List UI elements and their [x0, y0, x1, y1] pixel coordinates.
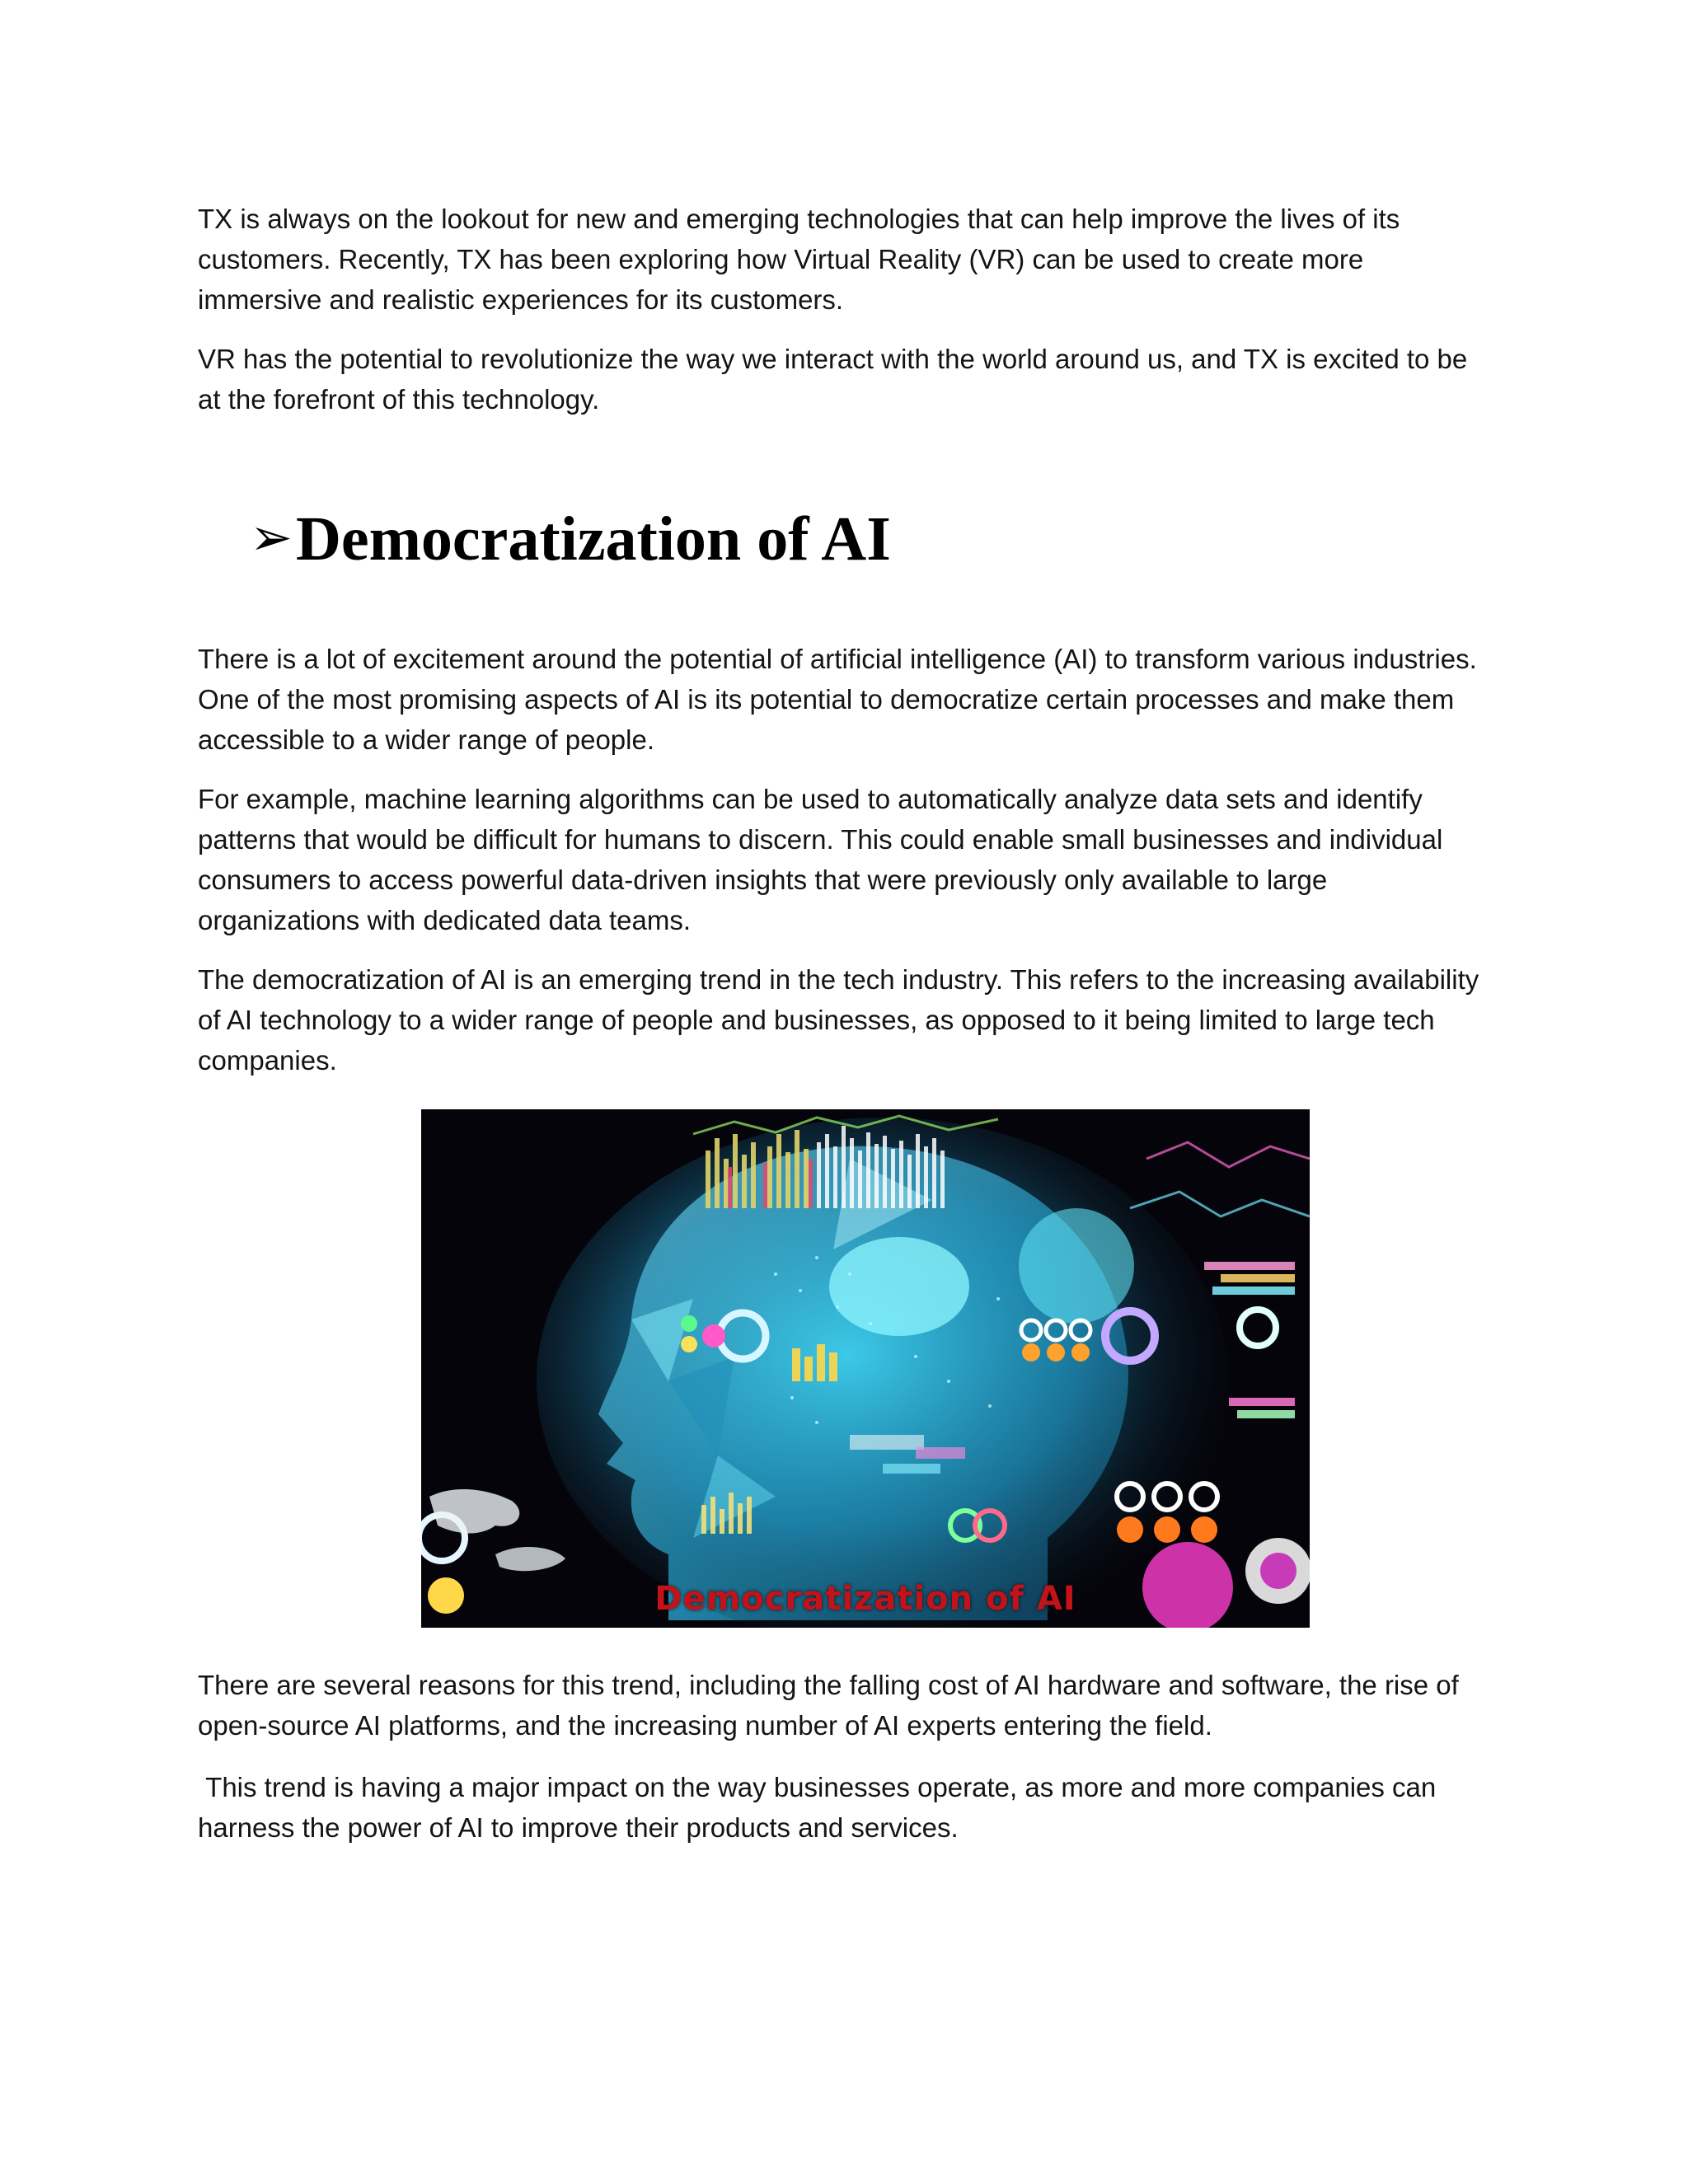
ai-head-graphic [421, 1109, 1310, 1628]
ai-head-illustration [421, 1109, 1310, 1628]
section-heading [250, 499, 891, 579]
paragraph-vr-potential: VR has the potential to revolutionize the way we interact with the world around us, and TX is excited to be at the forefront of this technology. [198, 344, 1468, 415]
paragraph-trend-reasons: There are several reasons for this trend, including the falling cost of AI hardware and software, the rise of open-source AI platforms, and the increasing number of AI experts entering the field. [198, 1670, 1459, 1741]
paragraph-business-impact: This trend is having a major impact on the way businesses operate, as more and more companies can harness the power of AI to improve their products and services. [198, 1772, 1444, 1843]
paragraph-ml-example: For example, machine learning algorithms can be used to automatically analyze data sets and identify patterns that would be difficult for humans to discern. This could enable small businesses and individual consumers to access powerful data-driven insights that were previously only available to large organizations with dedicated data teams. [198, 784, 1443, 935]
arrow-bullet-icon: ➢ [250, 507, 293, 567]
section-heading-text: Democratization of AI [295, 504, 891, 574]
paragraph-ai-excitement: There is a lot of excitement around the potential of artificial intelligence (AI) to transform various industries. One of the most promising aspects of AI is its potential to democratize certain processes and make them accessible to a wider range of people. [198, 644, 1477, 755]
paragraph-democratization-trend: The democratization of AI is an emerging trend in the tech industry. This refers to the increasing availability of AI technology to a wider range of people and businesses, as opposed to it being limited to large tech companies. [198, 964, 1479, 1076]
paragraph-tx-intro: TX is always on the lookout for new and emerging technologies that can help improve the lives of its customers. Recently, TX has been exploring how Virtual Reality (VR) can be used to create more immersive and realistic experiences for its customers. [198, 204, 1400, 315]
figure-caption: Democratization of AI [654, 1580, 1076, 1618]
